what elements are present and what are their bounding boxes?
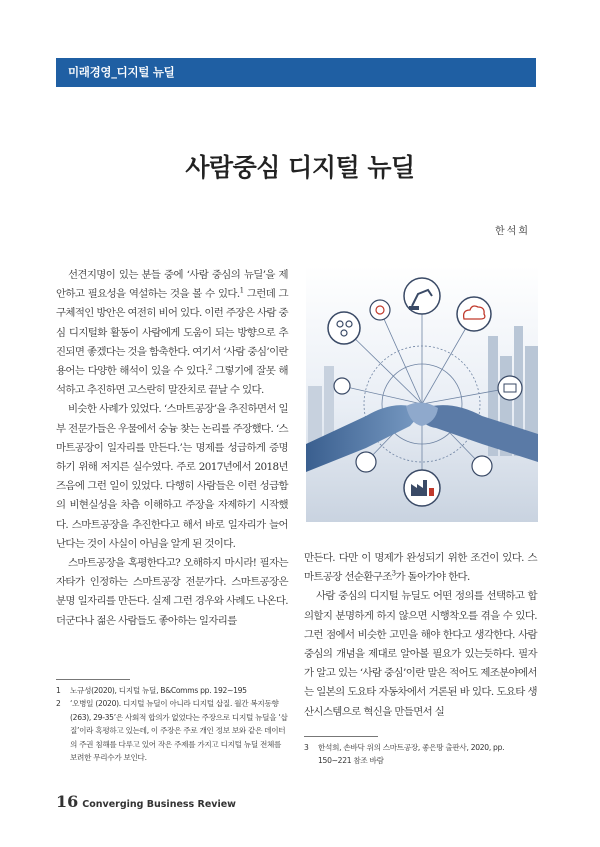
footnote-divider xyxy=(56,679,130,680)
illustration-svg xyxy=(306,266,538,522)
section-label: 미래경영_디지털 뉴딜 xyxy=(68,65,175,79)
gear-icon xyxy=(370,300,390,320)
paragraph: 만든다. 다만 이 명제가 완성되기 위한 조건이 있다. 스마트공장 선순환구조$^3$가 돌아가야 한다. xyxy=(304,552,537,584)
network-icon xyxy=(328,312,360,344)
section-header-band xyxy=(56,58,536,87)
footnote: 1 노규성(2020), 디지털 뉴딜, B&Comms pp. 192~195 xyxy=(56,686,247,695)
paragraph: 스마트공장을 혹평한다고? 오해하지 마시라! 필자는 자타가 인정하는 스마트공장 전문가다. 스마트공장은 분명 일자리를 만든다. 실제 그런 경우와 사례도 나온다. 더군다나 젊은 사람들도 좋아하는 일자리를 xyxy=(56,557,288,627)
paragraph: 비슷한 사례가 있었다. ‘스마트공장’을 추진하면서 일부 전문가들은 우물에서 숭늉 찾는 논리를 주장했다. ‘스마트공장이 일자리를 만든다.’는 명제를 성급하게 증명하기 위해 저지른 실수였다. 주로 2017년에서 2018년 즈음에 그런 일이 있었다. 다행히 사람들은 이런 성급함의 비현실성을 차츰 이해하고 주장을 자제하기 시작했다. 스마트공장을 추진한다고 해서 바로 일자리가 늘어난다는 것이 사실이 아님을 알게 된 것이다. xyxy=(56,403,288,550)
paragraph: 선견지명이 있는 분들 중에 ‘사람 중심의 뉴딜’을 제안하고 필요성을 역설하는 것을 볼 수 있다.$^1$ 그런데 그 구체적인 방안은 여전히 비어 있다. 이런 주장은 사람 중심 디지털화 활동이 사람에게 도움이 되는 방향으로 추진되면 좋겠다는 것을 함축한다. 여기서 ‘사람 중심’이란 용어는 다양한 해석이 있을 수 있다.$^2$ 그렇기에 잘못 해석하고 추진하면 고스란히 말잔치로 끝날 수 있다. xyxy=(56,269,288,397)
page-footer xyxy=(56,792,236,811)
right-column xyxy=(304,549,537,722)
article-title: 사람중심 디지털 뉴딜 xyxy=(185,153,415,182)
factory-icon xyxy=(404,470,440,506)
footnote: 3 한석희, 손바닥 위의 스마트공장, 좋은땅 출판사, 2020, pp. 150~221 참조 바람 xyxy=(304,743,505,766)
left-column xyxy=(56,266,288,631)
footnote: 2 ‘오병일 (2020). 디지털 뉴딜이 아니라 디지털 삽질. 월간 복지동향(263), 29-35’은 사회적 합의가 없었다는 주장으로 디지털 뉴딜을 ‘삽질’이라 혹평하고 있는데, 이 주장은 주로 개인 정보 보와 같은 데이터의 주권 침해를 다루고 있어 작은 주제를 가지고 디지털 뉴딜 전체를 보려한 무리수가 보인다. xyxy=(56,699,288,763)
publication-name: Converging Business Review xyxy=(82,799,236,810)
paragraph: 사람 중심의 디지털 뉴딜도 어떤 정의를 선택하고 합의할지 분명하게 하지 않으면 시행착오를 겪을 수 있다. 그런 점에서 비슷한 고민을 해야 한다고 생각한다. 사람 중심의 개념을 제대로 알아볼 필요가 있는듯하다. 필자가 알고 있는 ‘사람 중심’이란 말은 적어도 제조분야에서는 일본의 도요타 자동차에서 거론된 바 있다. 도요타 생산시스템으로 혁신을 만들면서 실 xyxy=(304,590,537,718)
author-name: 한석희 xyxy=(495,226,530,237)
footnotes-right xyxy=(304,741,537,768)
dashboard-icon xyxy=(498,376,522,400)
cloud-icon xyxy=(457,297,491,331)
robot-arm-icon xyxy=(404,278,440,314)
digital-handshake-illustration xyxy=(306,266,538,522)
footnote-divider xyxy=(304,736,378,737)
footnotes-left xyxy=(56,684,288,764)
page-number: 16 xyxy=(56,792,79,811)
